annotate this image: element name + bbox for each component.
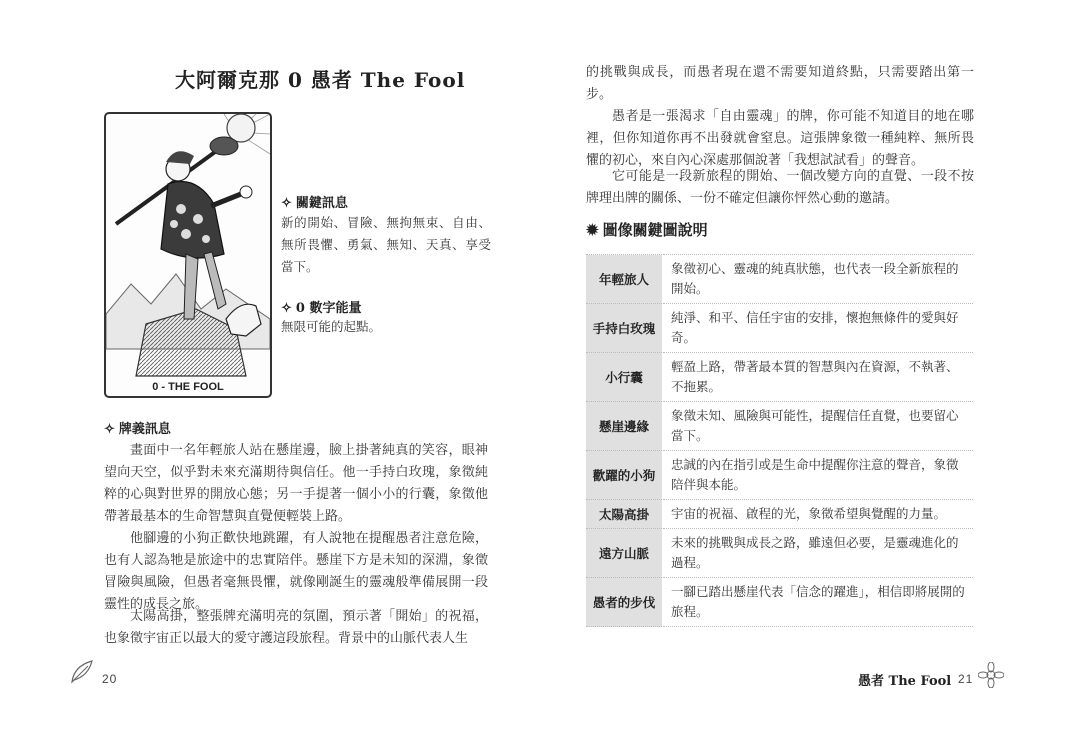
page-number-left: 20 <box>102 672 118 686</box>
page-number-right: 21 <box>958 672 974 686</box>
legend-value: 忠誠的內在指引或是生命中提醒你注意的聲音，象徵陪伴與本能。 <box>663 451 974 500</box>
gear-icon: ✹ <box>586 221 599 239</box>
four-point-star-icon: ✧ <box>104 422 115 437</box>
legend-key: 愚者的步伐 <box>586 578 663 627</box>
keyword-text: 新的開始、冒險、無拘無束、自由、無所畏懼、勇氣、無知、天真、享受當下。 <box>281 215 491 274</box>
legend-key: 小行囊 <box>586 353 663 402</box>
meaning-paragraph: 太陽高掛，整張牌充滿明亮的氛圍，預示著「開始」的祝福，也象徵宇宙正以最大的愛守護這段旅程。背景中的山脈代表人生 <box>104 609 488 646</box>
table-row <box>586 304 973 353</box>
legend-value: 輕盈上路，帶著最本質的智慧與內在資源，不執著、不拖累。 <box>663 353 974 402</box>
table-row <box>586 578 973 627</box>
number-heading: ✧ 0 數字能量 <box>281 301 362 316</box>
legend-value: 一腳已踏出懸崖代表「信念的躍進」，相信即將展開的旅程。 <box>663 578 974 627</box>
continuation-text: 的挑戰與成長，而愚者現在還不需要知道終點，只需要踏出第一步。 <box>586 65 974 102</box>
table-row <box>586 255 973 304</box>
table-row <box>586 529 973 578</box>
legend-value: 象徵未知、風險與可能性，提醒信任直覺，也要留心當下。 <box>663 402 974 451</box>
keyword-heading: ✧ 關鍵訊息 <box>281 196 348 211</box>
table-row <box>586 451 973 500</box>
legend-key: 太陽高掛 <box>586 500 663 529</box>
number-text: 無限可能的起點。 <box>281 319 382 334</box>
meaning-paragraph: 畫面中一名年輕旅人站在懸崖邊，臉上掛著純真的笑容，眼神望向天空，似乎對未來充滿期待與信任。他一手持白玫瑰，象徵純粹的心與對世界的開放心態；另一手提著一個小小的行囊，象徵他帶著最基本的生命智慧與直覺便輕裝上路。 <box>104 443 488 524</box>
legend-value: 未來的挑戰與成長之路，雖遠但必要，是靈魂進化的過程。 <box>663 529 974 578</box>
four-point-star-icon: ✧ <box>281 301 292 316</box>
right-paragraph: 它可能是一段新旅程的開始、一個改變方向的直覺、一段不按牌理出牌的關係、一份不確定但讓你怦然心動的邀請。 <box>586 169 974 206</box>
meaning-paragraph: 他腳邊的小狗正歡快地跳躍，有人說牠在提醒愚者注意危險，也有人認為牠是旅途中的忠實陪伴。懸崖下方是未知的深淵，象徵冒險與風險，但愚者毫無畏懼，就像剛誕生的靈魂般準備展開一段靈性的成長之旅。 <box>104 531 488 612</box>
page-title: 大阿爾克那 0 愚者 The Fool <box>175 68 466 92</box>
legend-key: 歡躍的小狗 <box>586 451 663 500</box>
legend-value: 宇宙的祝福、啟程的光，象徵希望與覺醒的力量。 <box>663 500 974 529</box>
four-point-star-icon: ✧ <box>281 196 292 211</box>
flower-icon <box>978 662 1004 688</box>
legend-value: 象徵初心、靈魂的純真狀態，也代表一段全新旅程的開始。 <box>663 255 974 304</box>
legend-key: 手持白玫瑰 <box>586 304 663 353</box>
legend-key: 年輕旅人 <box>586 255 663 304</box>
meaning-heading: ✧ 牌義訊息 <box>104 422 171 437</box>
card-caption: 0 - THE FOOL <box>152 381 224 393</box>
feather-icon <box>68 658 96 686</box>
legend-key: 遠方山脈 <box>586 529 663 578</box>
footer-title: 愚者 The Fool <box>858 674 952 689</box>
legend-heading: ✹ 圖像關鍵圖說明 <box>586 221 708 239</box>
table-row <box>586 353 973 402</box>
table-row <box>586 500 973 529</box>
table-row <box>586 402 973 451</box>
legend-value: 純淨、和平、信任宇宙的安排，懷抱無條件的愛與好奇。 <box>663 304 974 353</box>
fool-card-illustration <box>106 114 270 396</box>
legend-key: 懸崖邊緣 <box>586 402 663 451</box>
right-paragraph: 愚者是一張渴求「自由靈魂」的牌，你可能不知道目的地在哪裡，但你知道你再不出發就會窒息。這張牌象徵一種純粹、無所畏懼的初心，來自內心深處那個說著「我想試試看」的聲音。 <box>586 109 974 168</box>
tarot-card-image <box>104 112 272 398</box>
legend-table <box>586 254 973 627</box>
